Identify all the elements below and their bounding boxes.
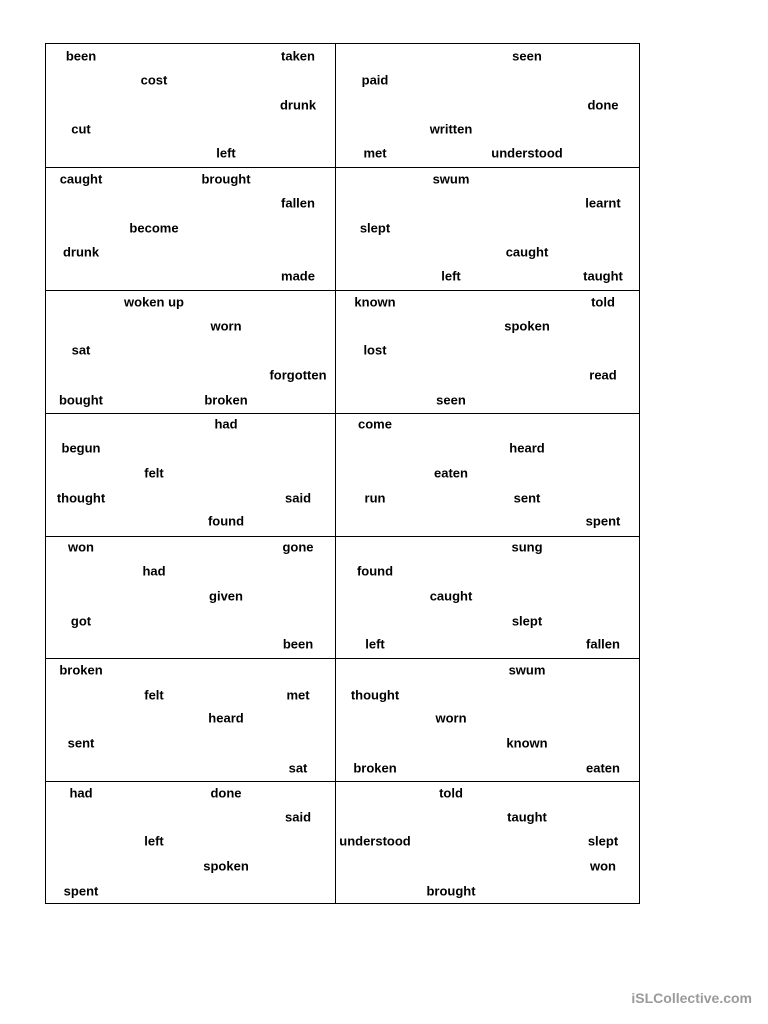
word: gone (282, 539, 314, 555)
word: woken up (124, 294, 184, 310)
word: known (354, 294, 396, 310)
word: fallen (586, 636, 620, 652)
word: seen (436, 392, 466, 408)
word: worn (435, 710, 467, 726)
word: spoken (504, 318, 550, 334)
word: brought (201, 171, 251, 187)
row-divider (46, 536, 639, 537)
row-divider (46, 290, 639, 291)
word: thought (350, 687, 400, 703)
word: drunk (279, 97, 317, 113)
word: heard (509, 440, 545, 456)
word: sent (513, 490, 541, 506)
word: known (506, 735, 548, 751)
word: understood (339, 833, 411, 849)
column-divider (335, 44, 336, 903)
word: met (363, 145, 387, 161)
word: met (286, 687, 310, 703)
word: read (589, 367, 617, 383)
word: said (284, 490, 312, 506)
word: been (65, 48, 97, 64)
word: taken (281, 48, 315, 64)
word: left (365, 636, 385, 652)
word: spent (63, 883, 99, 899)
word: been (282, 636, 314, 652)
word: found (356, 563, 394, 579)
word: slept (359, 220, 391, 236)
word: taught (507, 809, 547, 825)
word: slept (511, 613, 543, 629)
word: spent (585, 513, 621, 529)
word: had (214, 416, 238, 432)
word: caught (429, 588, 473, 604)
word: had (69, 785, 93, 801)
word: cost (140, 72, 168, 88)
word: begun (61, 440, 101, 456)
word: written (429, 121, 473, 137)
word: told (591, 294, 615, 310)
word: come (358, 416, 392, 432)
word: broken (59, 662, 103, 678)
row-divider (46, 781, 639, 782)
word: fallen (281, 195, 315, 211)
word: given (209, 588, 243, 604)
word: spoken (203, 858, 249, 874)
word: heard (208, 710, 244, 726)
word: bought (58, 392, 104, 408)
word: done (210, 785, 242, 801)
word: done (587, 97, 619, 113)
word: worn (210, 318, 242, 334)
word: lost (363, 342, 387, 358)
word: got (70, 613, 92, 629)
word: felt (144, 687, 164, 703)
word: understood (491, 145, 563, 161)
word: cut (71, 121, 91, 137)
row-divider (46, 413, 639, 414)
word: paid (361, 72, 389, 88)
word: sat (288, 760, 308, 776)
word: left (216, 145, 236, 161)
word: said (284, 809, 312, 825)
word: become (129, 220, 179, 236)
word: caught (59, 171, 103, 187)
word: taught (583, 268, 623, 284)
word: found (207, 513, 245, 529)
word: run (364, 490, 386, 506)
word: broken (204, 392, 248, 408)
word: left (144, 833, 164, 849)
word: sung (511, 539, 543, 555)
word: made (281, 268, 315, 284)
row-divider (46, 658, 639, 659)
watermark: iSLCollective.com (631, 990, 752, 1006)
word: told (439, 785, 463, 801)
word: caught (505, 244, 549, 260)
word: won (68, 539, 94, 555)
word: sat (71, 342, 91, 358)
word: drunk (62, 244, 100, 260)
word: swum (508, 662, 546, 678)
word: learnt (585, 195, 621, 211)
word: swum (432, 171, 470, 187)
word: eaten (586, 760, 620, 776)
word: broken (353, 760, 397, 776)
word: had (142, 563, 166, 579)
word-card-grid (45, 43, 640, 904)
word: left (441, 268, 461, 284)
word: sent (67, 735, 95, 751)
word: thought (56, 490, 106, 506)
word: slept (587, 833, 619, 849)
word: forgotten (269, 367, 327, 383)
word: won (590, 858, 616, 874)
row-divider (46, 167, 639, 168)
word: brought (426, 883, 476, 899)
word: seen (512, 48, 542, 64)
word: felt (144, 465, 164, 481)
word: eaten (434, 465, 468, 481)
